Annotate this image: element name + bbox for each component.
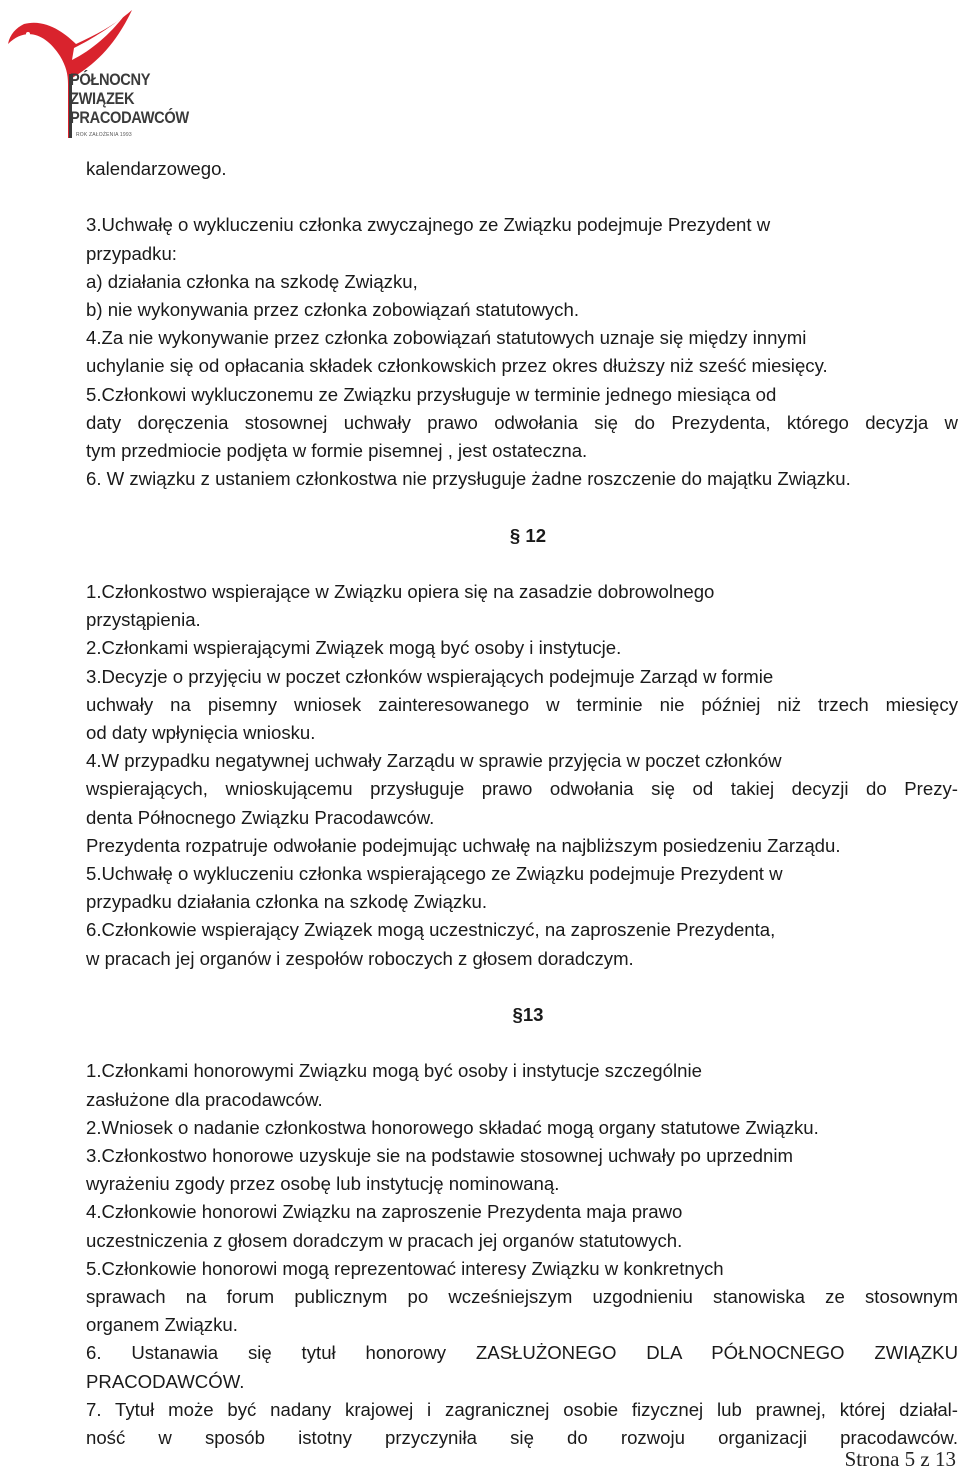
logo-founded: ROK ZAŁOŻENIA 1993 [76, 132, 132, 138]
text-line: 6. Ustanawia się tytuł honorowy ZASŁUŻONEGO DLA PÓŁNOCNEGO ZWIĄZKU [86, 1342, 958, 1364]
text-line: 3.Decyzje o przyjęciu w poczet członków wspierających podejmuje Zarząd w formie [86, 665, 774, 687]
text-line: przypadku działania członka na szkodę Związku. [86, 891, 488, 913]
text-line: 3.Uchwałę o wykluczeniu członka zwyczajnego ze Związku podejmuje Prezydent w [86, 214, 771, 236]
text-line: Prezydenta rozpatruje odwołanie podejmując uchwałę na najbliższym posiedzeniu Zarządu. [86, 834, 841, 856]
text-line: 4.W przypadku negatywnej uchwały Zarządu w sprawie przyjęcia w poczet członków [86, 750, 782, 772]
logo-line-2: ZWIĄZEK [70, 89, 135, 108]
text-line: 4.Członkowie honorowi Związku na zaproszenie Prezydenta maja prawo [86, 1201, 683, 1223]
spacer [86, 493, 958, 521]
spacer [86, 973, 958, 1001]
text-line: kalendarzowego. [86, 158, 227, 179]
text-line: sprawach na forum publicznym po wcześniejszym uzgodnieniu stanowiska ze stosownym [86, 1286, 958, 1308]
text-line: 2.Wniosek o nadanie członkostwa honorowego składać mogą organy statutowe Związku. [86, 1116, 819, 1138]
text-line: 5.Członkowi wykluczonemu ze Związku przysługuje w terminie jednego miesiąca od [86, 383, 777, 405]
text-line: przystąpienia. [86, 609, 201, 631]
section-heading-13: §13 [512, 1004, 544, 1026]
text-line: PRACODAWCÓW. [86, 1370, 245, 1392]
logo-wordmark [70, 70, 189, 127]
text-line: 6.Członkowie wspierający Związek mogą uczestniczyć, na zaproszenie Prezydenta, [86, 919, 776, 941]
text-line: 7. Tytuł może być nadany krajowej i zagranicznej osobie fizycznej lub prawnej, której działal- [86, 1398, 958, 1420]
text-line: ność w sposób istotny przyczyniła się do rozwoju organizacji pracodawców. [86, 1427, 958, 1449]
text-line: wspierających, wnioskującemu przysługuje prawo odwołania się od takiej decyzji do Prezy- [86, 778, 958, 800]
text-line: 3.Członkostwo honorowe uzyskuje sie na podstawie stosownej uchwały po uprzednim [86, 1145, 793, 1167]
logo-line-3: PRACODAWCÓW [70, 108, 189, 127]
text-line: 1.Członkami honorowymi Związku mogą być osoby i instytucje szczególnie [86, 1060, 702, 1082]
text-line: 5.Uchwałę o wykluczeniu członka wspierającego ze Związku podejmuje Prezydent w [86, 863, 783, 885]
logo [6, 4, 196, 140]
text-line: uchwały na pisemny wniosek zainteresowanego w terminie nie później niż trzech miesięcy [86, 693, 958, 715]
text-line: uchylanie się od opłacania składek członkowskich przez okres dłuższy niż sześć miesięcy. [86, 355, 828, 377]
text-line: 2.Członkami wspierającymi Związek mogą być osoby i instytucje. [86, 637, 622, 659]
text-line: organem Związku. [86, 1314, 238, 1336]
text-line: w pracach jej organów i zespołów roboczych z głosem doradczym. [86, 947, 634, 969]
text-line: 4.Za nie wykonywanie przez członka zobowiązań statutowych uznaje się między innymi [86, 327, 807, 349]
document-body [86, 155, 958, 1452]
text-line: zasłużone dla pracodawców. [86, 1088, 323, 1110]
text-line: wyrażeniu zgody przez osobę lub instytucję nominowaną. [86, 1173, 560, 1195]
section-heading-12: § 12 [509, 524, 547, 546]
text-line: od daty wpłynięcia wniosku. [86, 722, 316, 744]
text-line: 1.Członkostwo wspierające w Związku opiera się na zasadzie dobrowolnego [86, 581, 715, 602]
text-line: denta Północnego Związku Pracodawców. [86, 806, 435, 828]
text-line: 6. W związku z ustaniem członkostwa nie przysługuje żadne roszczenie do majątku Związku. [86, 468, 851, 490]
logo-line-1: PÓŁNOCNY [70, 70, 151, 89]
text-line: tym przedmiocie podjęta w formie pisemnej , jest ostateczna. [86, 440, 588, 462]
text-line: b) nie wykonywania przez członka zobowiązań statutowych. [86, 299, 579, 320]
text-line: uczestniczenia z głosem doradczym w pracach jej organów statutowych. [86, 1229, 683, 1251]
text-line: 5.Członkowie honorowi mogą reprezentować interesy Związku w konkretnych [86, 1257, 724, 1279]
text-line: przypadku: [86, 242, 177, 264]
text-line: a) działania członka na szkodę Związku, [86, 270, 418, 292]
spacer [86, 550, 958, 578]
spacer [86, 1029, 958, 1057]
spacer [86, 183, 958, 211]
page-number: Strona 5 z 13 [844, 1447, 956, 1471]
text-line: daty doręczenia stosownej uchwały prawo odwołania się do Prezydenta, którego decyzja w [86, 411, 958, 433]
